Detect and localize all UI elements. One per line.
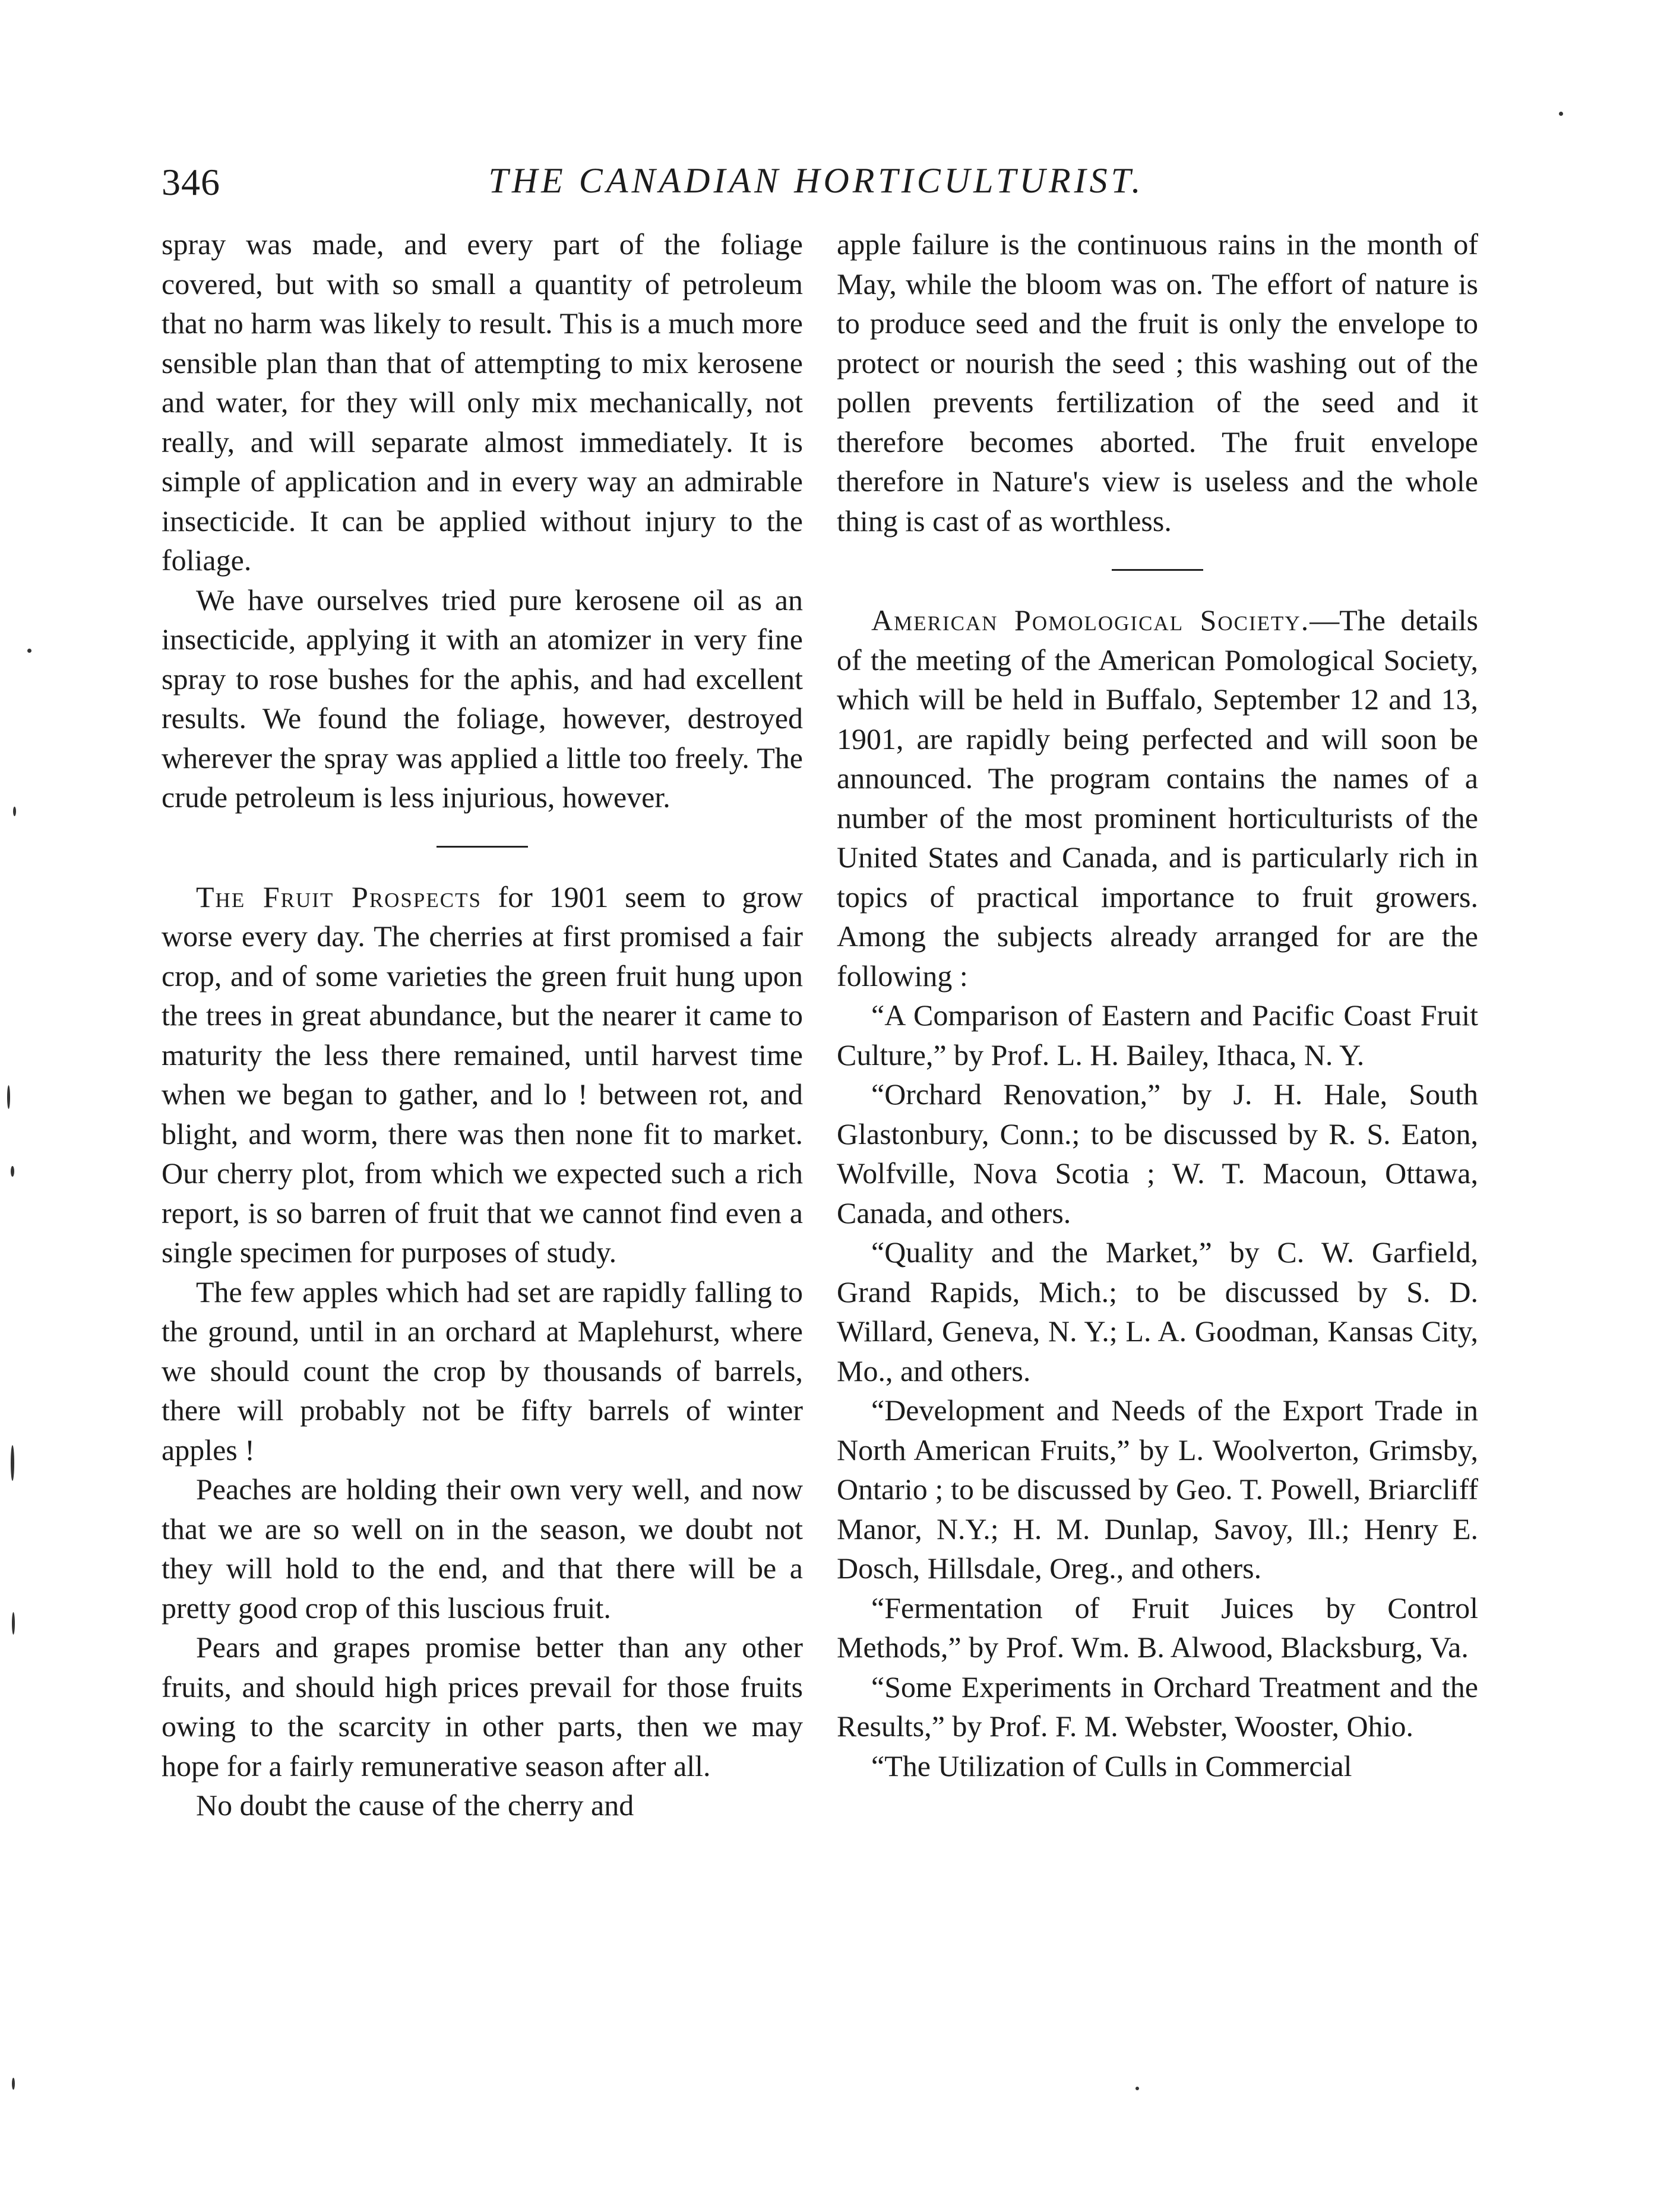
page-number: 346	[162, 161, 220, 203]
paragraph: No doubt the cause of the cherry and	[196, 1788, 634, 1822]
scan-speck	[13, 807, 16, 816]
section-lead: American Pomological Society.	[871, 603, 1310, 637]
paragraph: Pears and grapes promise better than any other fruits, and should high prices prevail for those fruits owing to the scarcity in other parts, then we may hope for a fairly remunerative season after all.	[162, 1630, 803, 1783]
scan-speck	[27, 649, 31, 653]
scan-speck	[11, 1445, 14, 1481]
right-column	[837, 225, 1478, 1786]
scan-speck	[12, 2078, 15, 2090]
paragraph: “Development and Needs of the Export Trade in North American Fruits,” by L. Woolverton, Grimsby, Ontario ; to be discussed by Geo. T. Powell, Briarcliff Manor, N.Y.; H. M. Dunlap, Savoy, Ill.; Henry E. Dosch, Hillsdale, Oreg., and others.	[837, 1393, 1478, 1585]
section-divider	[1112, 569, 1203, 571]
paragraph: “Orchard Renovation,” by J. H. Hale, South Glastonbury, Conn.; to be discussed by R. S. Eaton, Wolfville, Nova Scotia ; W. T. Macoun, Ottawa, Canada, and others.	[837, 1077, 1478, 1230]
paragraph-text: —The details of the meeting of the American Pomological Society, which will be held in Buffalo, September 12 and 13, 1901, are rapidly being perfected and will soon be announced. The program contains the names of a number of the most prominent horticulturists of the United States and Canada, and is particularly rich in topics of practical importance to fruit growers. Among the subjects already arranged for are the following :	[837, 603, 1478, 993]
paragraph: “Quality and the Market,” by C. W. Garfield, Grand Rapids, Mich.; to be discussed by S. D. Willard, Geneva, N. Y.; L. A. Goodman, Kansas City, Mo., and others.	[837, 1235, 1478, 1388]
paragraph	[162, 877, 803, 1272]
paragraph: spray was made, and every part of the foliage covered, but with so small a quantity of petroleum that no harm was likely to result. This is a much more sensible plan than that of attempting to mix kerosene and water, for they will only mix mechanically, not really, and will separate almost immediately. It is simple of application and in every way an admirable insecticide. It can be applied without injury to the foliage.	[162, 227, 803, 577]
scan-speck	[7, 1085, 10, 1109]
page-header	[162, 150, 1471, 215]
scan-speck	[11, 1166, 14, 1177]
running-title: THE CANADIAN HORTICULTURIST.	[488, 161, 1144, 200]
paragraph-text: for 1901 seem to grow worse every day. The cherries at first promised a fair crop, and of some varieties the green fruit hung upon the trees in great abundance, but the nearer it came to maturity the less there remained, until harvest time when we began to gather, and lo ! between rot, and blight, and worm, there was then none fit to market. Our cherry plot, from which we expected such a rich report, is so barren of fruit that we cannot find even a single specimen for purposes of study.	[162, 880, 803, 1269]
paragraph: We have ourselves tried pure kerosene oil as an insecticide, applying it with an atomizer in very fine spray to rose bushes for the aphis, and had excellent results. We found the foliage, however, destroyed wherever the spray was applied a little too freely. The crude petroleum is less injurious, however.	[162, 583, 803, 814]
scan-speck	[12, 1612, 15, 1635]
scan-speck	[1559, 112, 1563, 116]
section-lead: The Fruit Prospects	[196, 880, 482, 914]
section-divider	[436, 846, 528, 848]
paragraph: “Some Experiments in Orchard Treatment and the Results,” by Prof. F. M. Webster, Wooster, Ohio.	[837, 1670, 1478, 1743]
paragraph: apple failure is the continuous rains in the month of May, while the bloom was on. The effort of nature is to produce seed and the fruit is only the envelope to protect or nourish the seed ; this washing out of the pollen prevents fertilization of the seed and it therefore becomes aborted. The fruit envelope therefore in Nature's view is useless and the whole thing is cast of as worthless.	[837, 227, 1478, 538]
paragraph: Peaches are holding their own very well, and now that we are so well on in the season, we doubt not they will hold to the end, and that there will be a pretty good crop of this luscious fruit.	[162, 1472, 803, 1625]
scan-speck	[1135, 2087, 1139, 2090]
paragraph: “A Comparison of Eastern and Pacific Coast Fruit Culture,” by Prof. L. H. Bailey, Ithaca, N. Y.	[837, 998, 1478, 1072]
paragraph: The few apples which had set are rapidly falling to the ground, until in an orchard at Maplehurst, where we should count the crop by thousands of barrels, there will probably not be fifty barrels of winter apples !	[162, 1275, 803, 1467]
paragraph: “Fermentation of Fruit Juices by Control Methods,” by Prof. Wm. B. Alwood, Blacksburg, Va.	[837, 1591, 1478, 1664]
paragraph	[837, 601, 1478, 996]
left-column	[162, 225, 803, 1825]
paragraph: “The Utilization of Culls in Commercial	[871, 1749, 1352, 1783]
